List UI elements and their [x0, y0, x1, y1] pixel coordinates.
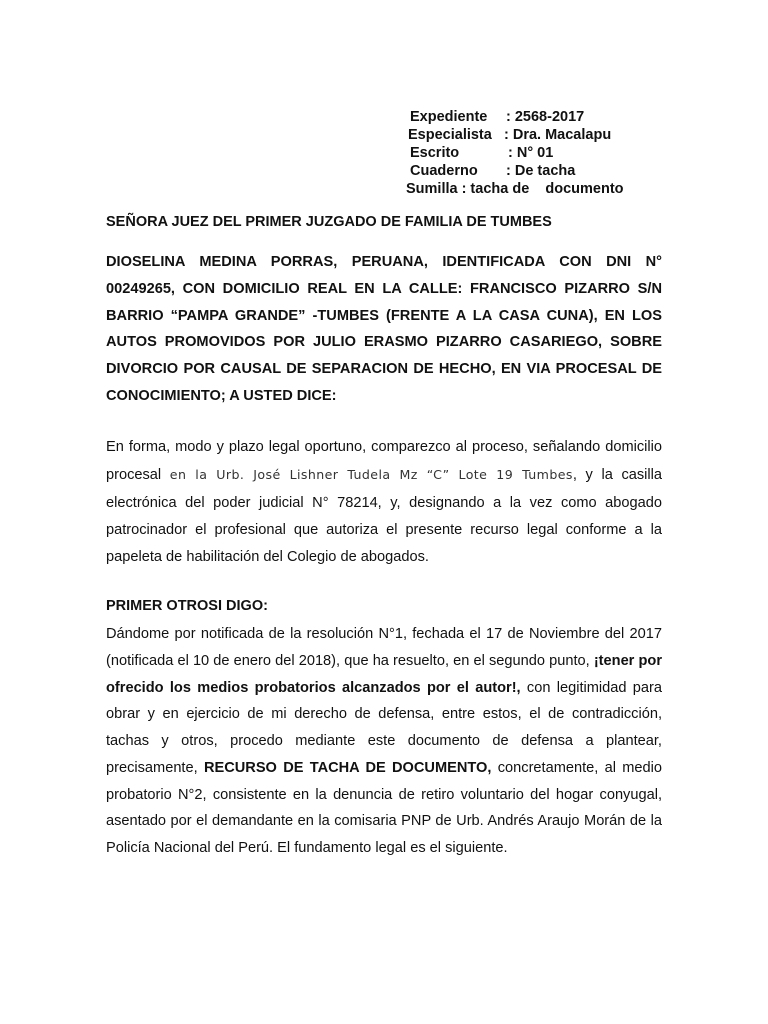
otrosi-paragraph — [106, 621, 662, 862]
escrito-label: Escrito — [410, 145, 460, 161]
appearance-text-a: En forma, modo y plazo legal oportuno, comparezco al proceso, señalando domicilio procesal — [106, 439, 662, 484]
otrosi-bold-recurso: RECURSO DE TACHA DE DOCUMENTO, — [203, 759, 492, 776]
escrito-value: : N° 01 — [508, 145, 554, 161]
expediente-label: Expediente — [410, 109, 488, 125]
sumilla-row — [406, 180, 624, 198]
case-header — [406, 108, 624, 198]
appearance-paragraph — [106, 434, 662, 571]
otrosi-text-c: concretamente, al medio probatorio N°2, consistente en la denuncia de retiro voluntario del hogar conyugal, asentado por el demandante en la comisaria PNP de Urb. Andrés Araujo Morán de la Policía Nacional del Perú. El fundamento legal es el siguiente. — [106, 759, 662, 856]
expediente-value: : 2568-2017 — [506, 109, 585, 125]
cuaderno-row — [410, 162, 624, 180]
especialista-label: Especialista — [408, 127, 492, 143]
otrosi-text-b: con legitimidad para obrar y en ejercicio de mi derecho de defensa, entre estos, el de contradicción, tachas y otros, procedo mediante este documento de defensa a plantear, precisamente, — [106, 679, 662, 776]
addressee-heading: SEÑORA JUEZ DEL PRIMER JUZGADO DE FAMILIA DE TUMBES — [106, 214, 552, 230]
escrito-row — [410, 144, 624, 162]
especialista-row — [408, 126, 624, 144]
procedural-address: en la Urb. José Lishner Tudela Mz “C” Lote 19 Tumbes — [169, 467, 573, 483]
especialista-value: : Dra. Macalapu — [504, 127, 612, 143]
intro-paragraph: DIOSELINA MEDINA PORRAS, PERUANA, IDENTIFICADA CON DNI N° 00249265, CON DOMICILIO REAL EN LA CALLE: FRANCISCO PIZARRO S/N BARRIO “PAMPA GRANDE” -TUMBES (FRENTE A LA CASA CUNA), EN LOS AUTOS PROMOVIDOS POR JULIO ERASMO PIZARRO CASARIEGO, SOBRE DIVORCIO POR CAUSAL DE SEPARACION DE HECHO, EN VIA PROCESAL DE CONOCIMIENTO; A USTED DICE: — [106, 254, 662, 404]
expediente-row — [410, 108, 624, 126]
cuaderno-value: : De tacha — [506, 163, 576, 179]
otrosi-heading: PRIMER OTROSI DIGO: — [106, 598, 268, 614]
otrosi-text-a: Dándome por notificada de la resolución N°1, fechada el 17 de Noviembre del 2017 (notificada el 10 de enero del 2018), que ha resuelto, en el segundo punto, — [106, 626, 662, 669]
otrosi-bold-quote: ¡tener por ofrecido los medios probatorios alcanzados por el autor!, — [106, 652, 662, 696]
sumilla-value: : tacha de documento — [461, 181, 624, 197]
cuaderno-label: Cuaderno — [410, 163, 478, 179]
sumilla-label: Sumilla — [406, 181, 458, 197]
appearance-text-c: , y la casilla electrónica del poder judicial N° 78214, y, designando a la vez como abogado patrocinador el profesional que autoriza el presente recurso legal conforme a la papeleta de habilitación del Colegio de abogados. — [106, 467, 662, 566]
